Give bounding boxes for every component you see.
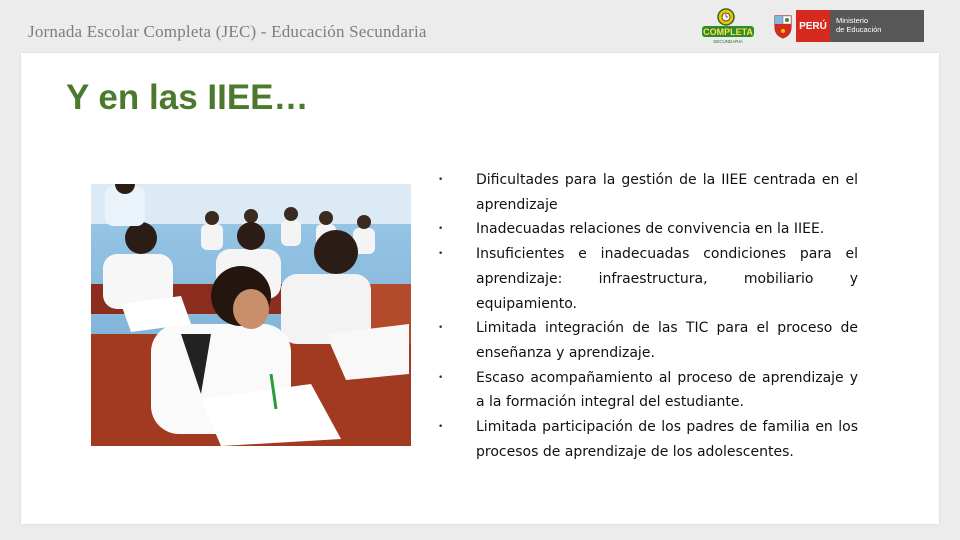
- list-item-text: Dificultades para la gestión de la IIEE centrada en el aprendizaje: [476, 172, 858, 213]
- jec-logo: [700, 7, 756, 45]
- list-item-text: Inadecuadas relaciones de convivencia en la IIEE.: [476, 221, 825, 238]
- list-item-text: Escaso acompañamiento al proceso de aprendizaje y a la formación integral del estudiante.: [476, 369, 858, 411]
- classroom-students-photo: [91, 184, 411, 446]
- bullet-icon: •: [438, 249, 444, 260]
- bullet-icon: •: [438, 323, 444, 334]
- jec-logo-sub-text: SECUNDARIA: [713, 39, 743, 44]
- list-item-text: Limitada participación de los padres de familia en los procesos de aprendizaje de los adolescentes.: [476, 419, 858, 460]
- peru-label: PERÚ: [796, 10, 830, 42]
- jec-logo-main-text: COMPLETA: [703, 27, 753, 37]
- list-item: [438, 366, 858, 415]
- list-item: [438, 316, 858, 365]
- bullet-icon: •: [438, 224, 444, 235]
- header-title: Jornada Escolar Completa (JEC) - Educación Secundaria: [28, 22, 427, 41]
- list-item-text: Insuficientes e inadecuadas condiciones para el aprendizaje: infraestructura, mobiliario y equipamiento.: [476, 246, 858, 312]
- ministry-line-2: de Educación: [836, 25, 882, 34]
- list-item: [438, 415, 858, 464]
- ministry-line-1: Ministerio: [836, 16, 869, 25]
- bullet-icon: •: [438, 175, 444, 185]
- list-item: [438, 242, 858, 316]
- minedu-logo: [770, 10, 924, 42]
- peru-shield-icon: [770, 10, 796, 42]
- ministry-label: [830, 10, 924, 42]
- bullet-icon: •: [438, 372, 444, 383]
- list-item-text: Limitada integración de las TIC para el proceso de enseñanza y aprendizaje.: [476, 320, 858, 361]
- slide-title: Y en las IIEE…: [66, 78, 309, 117]
- bullet-icon: •: [438, 422, 444, 433]
- list-item: [438, 217, 858, 242]
- issues-list: [438, 168, 858, 464]
- list-item: [438, 168, 858, 217]
